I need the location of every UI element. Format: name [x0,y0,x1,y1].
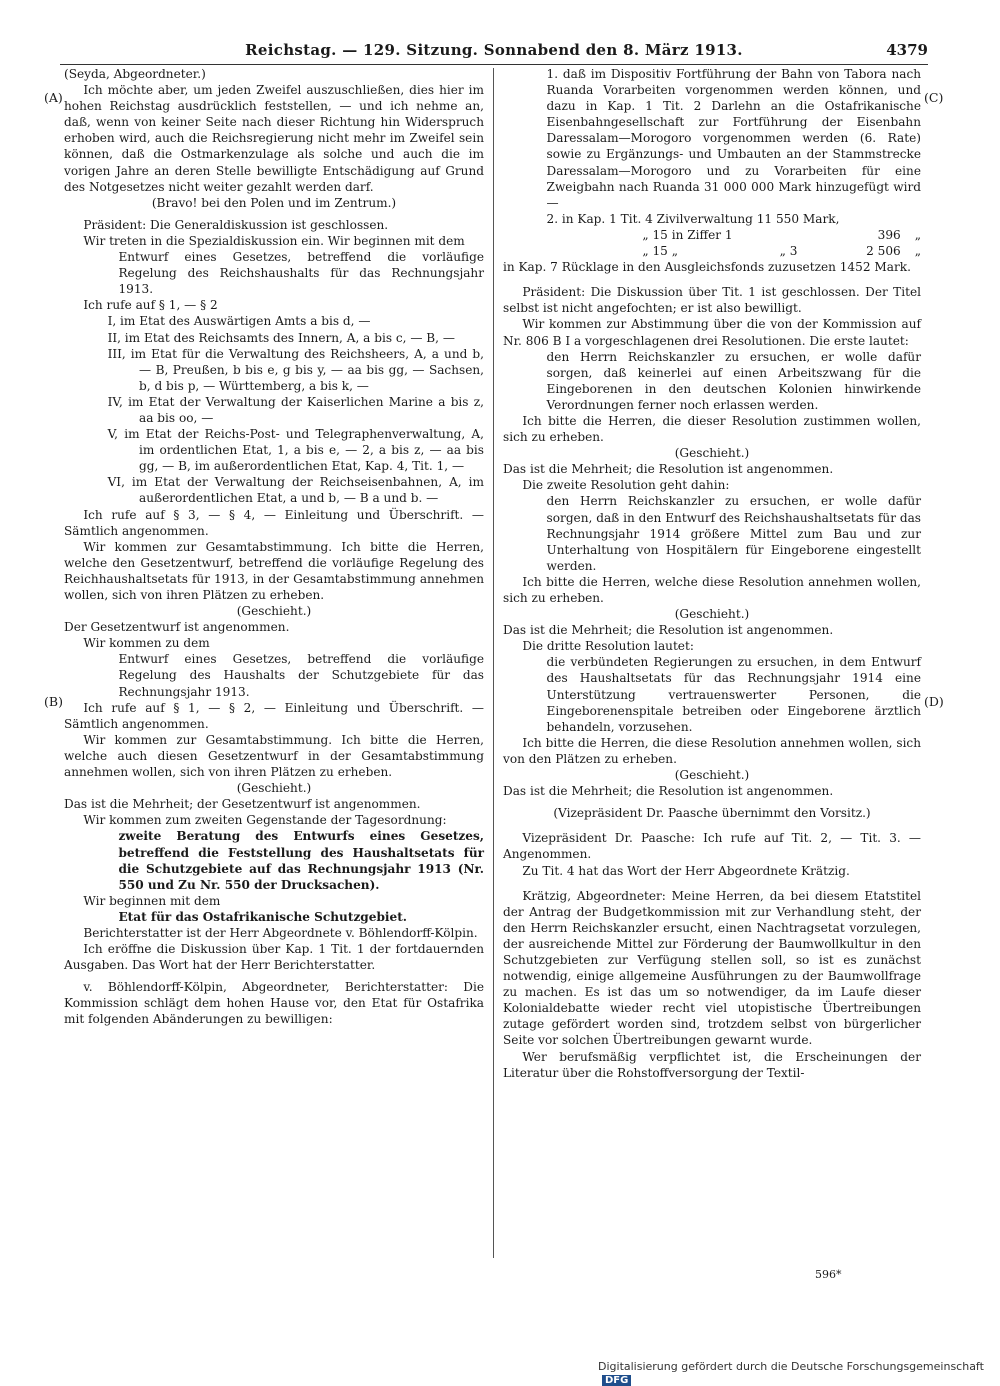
paragraph: Das ist die Mehrheit; die Resolution ist angenommen. [503,784,834,799]
table-row [522,243,921,259]
table-cell: „ [914,227,921,242]
bill-title: Entwurf eines Gesetzes, betreffend die vorläufige Regelung des Reichshaushalts für das Rechnungsjahr 1913. [118,250,484,297]
section-title: Etat für das Ostafrikanische Schutzgebiet. [118,909,407,924]
paragraph: Wir kommen zum zweiten Gegenstande der Tagesordnung: [83,813,447,828]
resolution-text: die verbündeten Regierungen zu ersuchen, in dem Entwurf des Haushaltsetats für das Rechnungsjahr 1914 eine Unterstützung vertrauenswerter Personen, die Eingeborenenspitale betreiben oder Eingeborene ärztlich behandeln, vorzusehen. [546,655,921,734]
interjection: (Geschieht.) [674,607,750,622]
right-column [503,66,921,1081]
bill-title: Entwurf eines Gesetzes, betreffend die vorläufige Regelung des Haushalts der Schutzgebiete für das Rechnungsjahr 1913. [118,652,484,699]
paragraph: Präsident: Die Diskussion über Tit. 1 ist geschlossen. Der Titel selbst ist nicht angefochten; er ist also bewilligt. [503,285,921,316]
interjection: (Geschieht.) [236,604,312,619]
paragraph: Die zweite Resolution geht dahin: [522,478,730,493]
chair-change-note: (Vizepräsident Dr. Paasche übernimmt den Vorsitz.) [553,806,871,821]
paragraph: Wir kommen zur Gesamtabstimmung. Ich bitte die Herren, welche auch diesen Gesetzentwurf in der Gesamtabstimmung annehmen wollen, sich von ihren Plätzen zu erheben. [64,732,484,780]
spacer [503,879,921,888]
paragraph: Wir kommen zur Gesamtabstimmung. Ich bitte die Herren, welche den Gesetzentwurf, betreffend die vorläufige Regelung des Reichhaushaltsetats für 1913, in der Gesamtabstimmung annehmen wollen, sich von ihren Plätzen zu erheben. [64,539,484,602]
interjection: (Geschieht.) [236,781,312,796]
paragraph: Ich eröffne die Diskussion über Kap. 1 Tit. 1 der fortdauernden Ausgaben. Das Wort hat der Herr Berichterstatter. [64,942,484,973]
paragraph: Ich bitte die Herren, die diese Resolution annehmen wollen, sich von den Plätzen zu erheben. [503,735,921,766]
printer-signature: 596* [815,1268,842,1281]
agenda-item: zweite Beratung des Entwurfs eines Gesetzes, betreffend die Feststellung des Haushaltsetats für die Schutzgebiete auf das Rechnungsjahr 1913 (Nr. 550 und Zu Nr. 550 der Drucksachen). [118,829,484,892]
list-item: II, im Etat des Reichsamts des Innern, A, a bis c, — B, — [107,330,455,345]
resolution-text: den Herrn Reichskanzler zu ersuchen, er wolle dafür sorgen, daß in den Entwurf des Reichshaushaltsetats für das Rechnungsjahr 1914 größere Mittel zum Bau und zur Unterhaltung von Hospitälern für Eingeborene eingestellt werden. [546,494,921,573]
speaker-note: (Seyda, Abgeordneter.) [64,67,206,81]
paragraph: Ich rufe auf § 1, — § 2, — Einleitung und Überschrift. — Sämtlich angenommen. [64,700,484,731]
digitization-credit [598,1360,1000,1386]
list-item: IV, im Etat der Verwaltung der Kaiserlichen Marine a bis z, aa bis oo, — [107,394,484,425]
paragraph: Wir kommen zu dem [83,636,210,651]
table-row [522,227,921,243]
list-item: I, im Etat des Auswärtigen Amts a bis d, — [107,314,371,329]
paragraph: Ich bitte die Herren, die dieser Resolution zustimmen wollen, sich zu erheben. [503,413,921,445]
paragraph: Präsident: Die Generaldiskussion ist geschlossen. [83,217,389,232]
paragraph: Ich rufe auf § 3, — § 4, — Einleitung und Überschrift. — Sämtlich angenommen. [64,507,484,538]
interjection: (Geschieht.) [674,768,750,783]
amount-table [503,227,921,259]
table-cell: „ [914,244,921,259]
margin-label-a: (A) [44,90,63,105]
dfg-logo-icon: DFG [602,1375,631,1386]
margin-label-c: (C) [924,90,944,105]
list-item: VI, im Etat der Verwaltung der Reichseisenbahnen, A, im außerordentlichen Etat, a und b, — B a und b. — [107,475,484,506]
paragraph: Das ist die Mehrheit; der Gesetzentwurf ist angenommen. [64,797,421,812]
table-cell: „ 15 in Ziffer 1 [642,227,733,242]
table-cell: 396 [877,227,901,242]
paragraph: Ich rufe auf § 1, — § 2 [83,298,218,313]
credit-text: Digitalisierung gefördert durch die Deutsche Forschungsgemeinschaft [598,1360,984,1373]
motion-item: 1. daß im Dispositiv Fortführung der Bahn von Tabora nach Ruanda Vorarbeiten vorgenommen werden können, und dazu in Kap. 1 Tit. 2 Darlehn an die Ostafrikanische Eisenbahngesellschaft zur Fortführung der Eisenbahn Daressalam—Morogoro vorgenommen werden (6. Rate) sowie zu Ergänzungs- und Umbauten an der Stammstrecke Daressalam—Morogoro und zu Vorarbeiten für eine Zweigbahn nach Ruanda 31 000 000 Mark hinzugefügt wird — [546,67,921,210]
table-cell: „ 15 „ [642,244,678,259]
left-column [64,66,484,1028]
table-cell [780,227,853,243]
paragraph: Berichterstatter ist der Herr Abgeordnete v. Böhlendorff-Kölpin. [83,925,478,940]
paragraph: Wer berufsmäßig verpflichtet ist, die Erscheinungen der Literatur über die Rohstoffversorgung der Textil- [503,1049,921,1080]
interjection: (Bravo! bei den Polen und im Zentrum.) [151,195,397,210]
paragraph: Wir kommen zur Abstimmung über die von der Kommission auf Nr. 806 B I a vorgeschlagenen drei Resolutionen. Die erste lautet: [503,317,921,348]
paragraph: v. Böhlendorff-Kölpin, Abgeordneter, Berichterstatter: Die Kommission schlägt dem hohen Hause vor, den Etat für Ostafrika mit folgenden Abänderungen zu bewilligen: [64,980,484,1027]
paragraph: in Kap. 7 Rücklage in den Ausgleichsfonds zuzusetzen 1452 Mark. [503,260,911,275]
paragraph: Ich bitte die Herren, welche diese Resolution annehmen wollen, sich zu erheben. [503,574,921,605]
paragraph: Das ist die Mehrheit; die Resolution ist angenommen. [503,462,834,477]
resolution-text: den Herrn Reichskanzler zu ersuchen, er wolle dafür sorgen, daß keinerlei auf einen Arbeitszwang für die Eingeborenen in den deutschen Kolonien hinwirkende Verordnungen ferner noch erlassen werden. [546,349,921,412]
motion-item: 2. in Kap. 1 Tit. 4 Zivilverwaltung 11 550 Mark, [546,211,840,226]
page-header [60,38,928,65]
table-cell: „ 3 [779,244,798,259]
column-divider [493,68,494,1258]
paragraph: Der Gesetzentwurf ist angenommen. [64,620,290,635]
margin-label-d: (D) [924,694,944,709]
list-item: V, im Etat der Reichs-Post- und Telegraphenverwaltung, A, im ordentlichen Etat, 1, a bis e, — 2, a bis z, — aa bis gg, — B, im außerordentlichen Etat, Kap. 4, Tit. 1, — [107,427,484,474]
running-title: Reichstag. — 129. Sitzung. Sonnabend den 8. März 1913. [245,41,743,59]
paragraph: Wir beginnen mit dem [83,893,221,908]
page-number: 4379 [886,41,928,59]
margin-label-b: (B) [44,694,63,709]
spacer [503,821,921,830]
interjection: (Geschieht.) [674,446,750,461]
table-cell: 2 506 [866,244,901,259]
paragraph: Zu Tit. 4 hat das Wort der Herr Abgeordnete Krätzig. [522,863,850,878]
paragraph: Krätzig, Abgeordneter: Meine Herren, da bei diesem Etatstitel der Antrag der Budgetkommission mit zur Verhandlung steht, der den Herrn Reichskanzler ersucht, einen Nachtragsetat vorzulegen, der ausreichende Mittel zur Förderung der Baumwollkultur in den Schutzgebieten zur Verfügung stellen soll, so ist es zunächst notwendig, einige allgemeine Ausführungen zu der Baumwollfrage zu machen. Es ist das um so notwendiger, da im Laufe dieser Kolonialdebatte wieder recht viel utopistische Übertreibungen zutage gefördert worden sind, trotzdem selbst von bürgerlicher Seite vor solchen Übertreibungen gewarnt wurde. [503,888,921,1048]
list-item: III, im Etat für die Verwaltung des Reichsheers, A, a und b, — B, Preußen, b bis e, g bis y, — aa bis gg, — Sachsen, b, d bis p, — Württemberg, a bis k, — [107,346,484,393]
paragraph: Wir treten in die Spezialdiskussion ein. Wir beginnen mit dem [83,233,465,248]
spacer [503,275,921,284]
paragraph: Das ist die Mehrheit; die Resolution ist angenommen. [503,623,834,638]
paragraph: Vizepräsident Dr. Paasche: Ich rufe auf Tit. 2, — Tit. 3. — Angenommen. [503,831,921,862]
paragraph: Ich möchte aber, um jeden Zweifel auszuschließen, dies hier im hohen Reichstag ausdrücklich feststellen, — und ich nehme an, daß, wenn von keiner Seite nach dieser Richtung hin Widerspruch erhoben wird, auch die Reichsregierung nicht mehr im Zweifel sein können, daß die Ostmarkenzulage als solche und auch die im vorigen Jahre an deren Stelle bewilligte Entschädigung auf Grund des Notgesetzes nicht weiter gezahlt werden darf. [64,83,484,194]
paragraph: Die dritte Resolution lautet: [522,639,694,654]
